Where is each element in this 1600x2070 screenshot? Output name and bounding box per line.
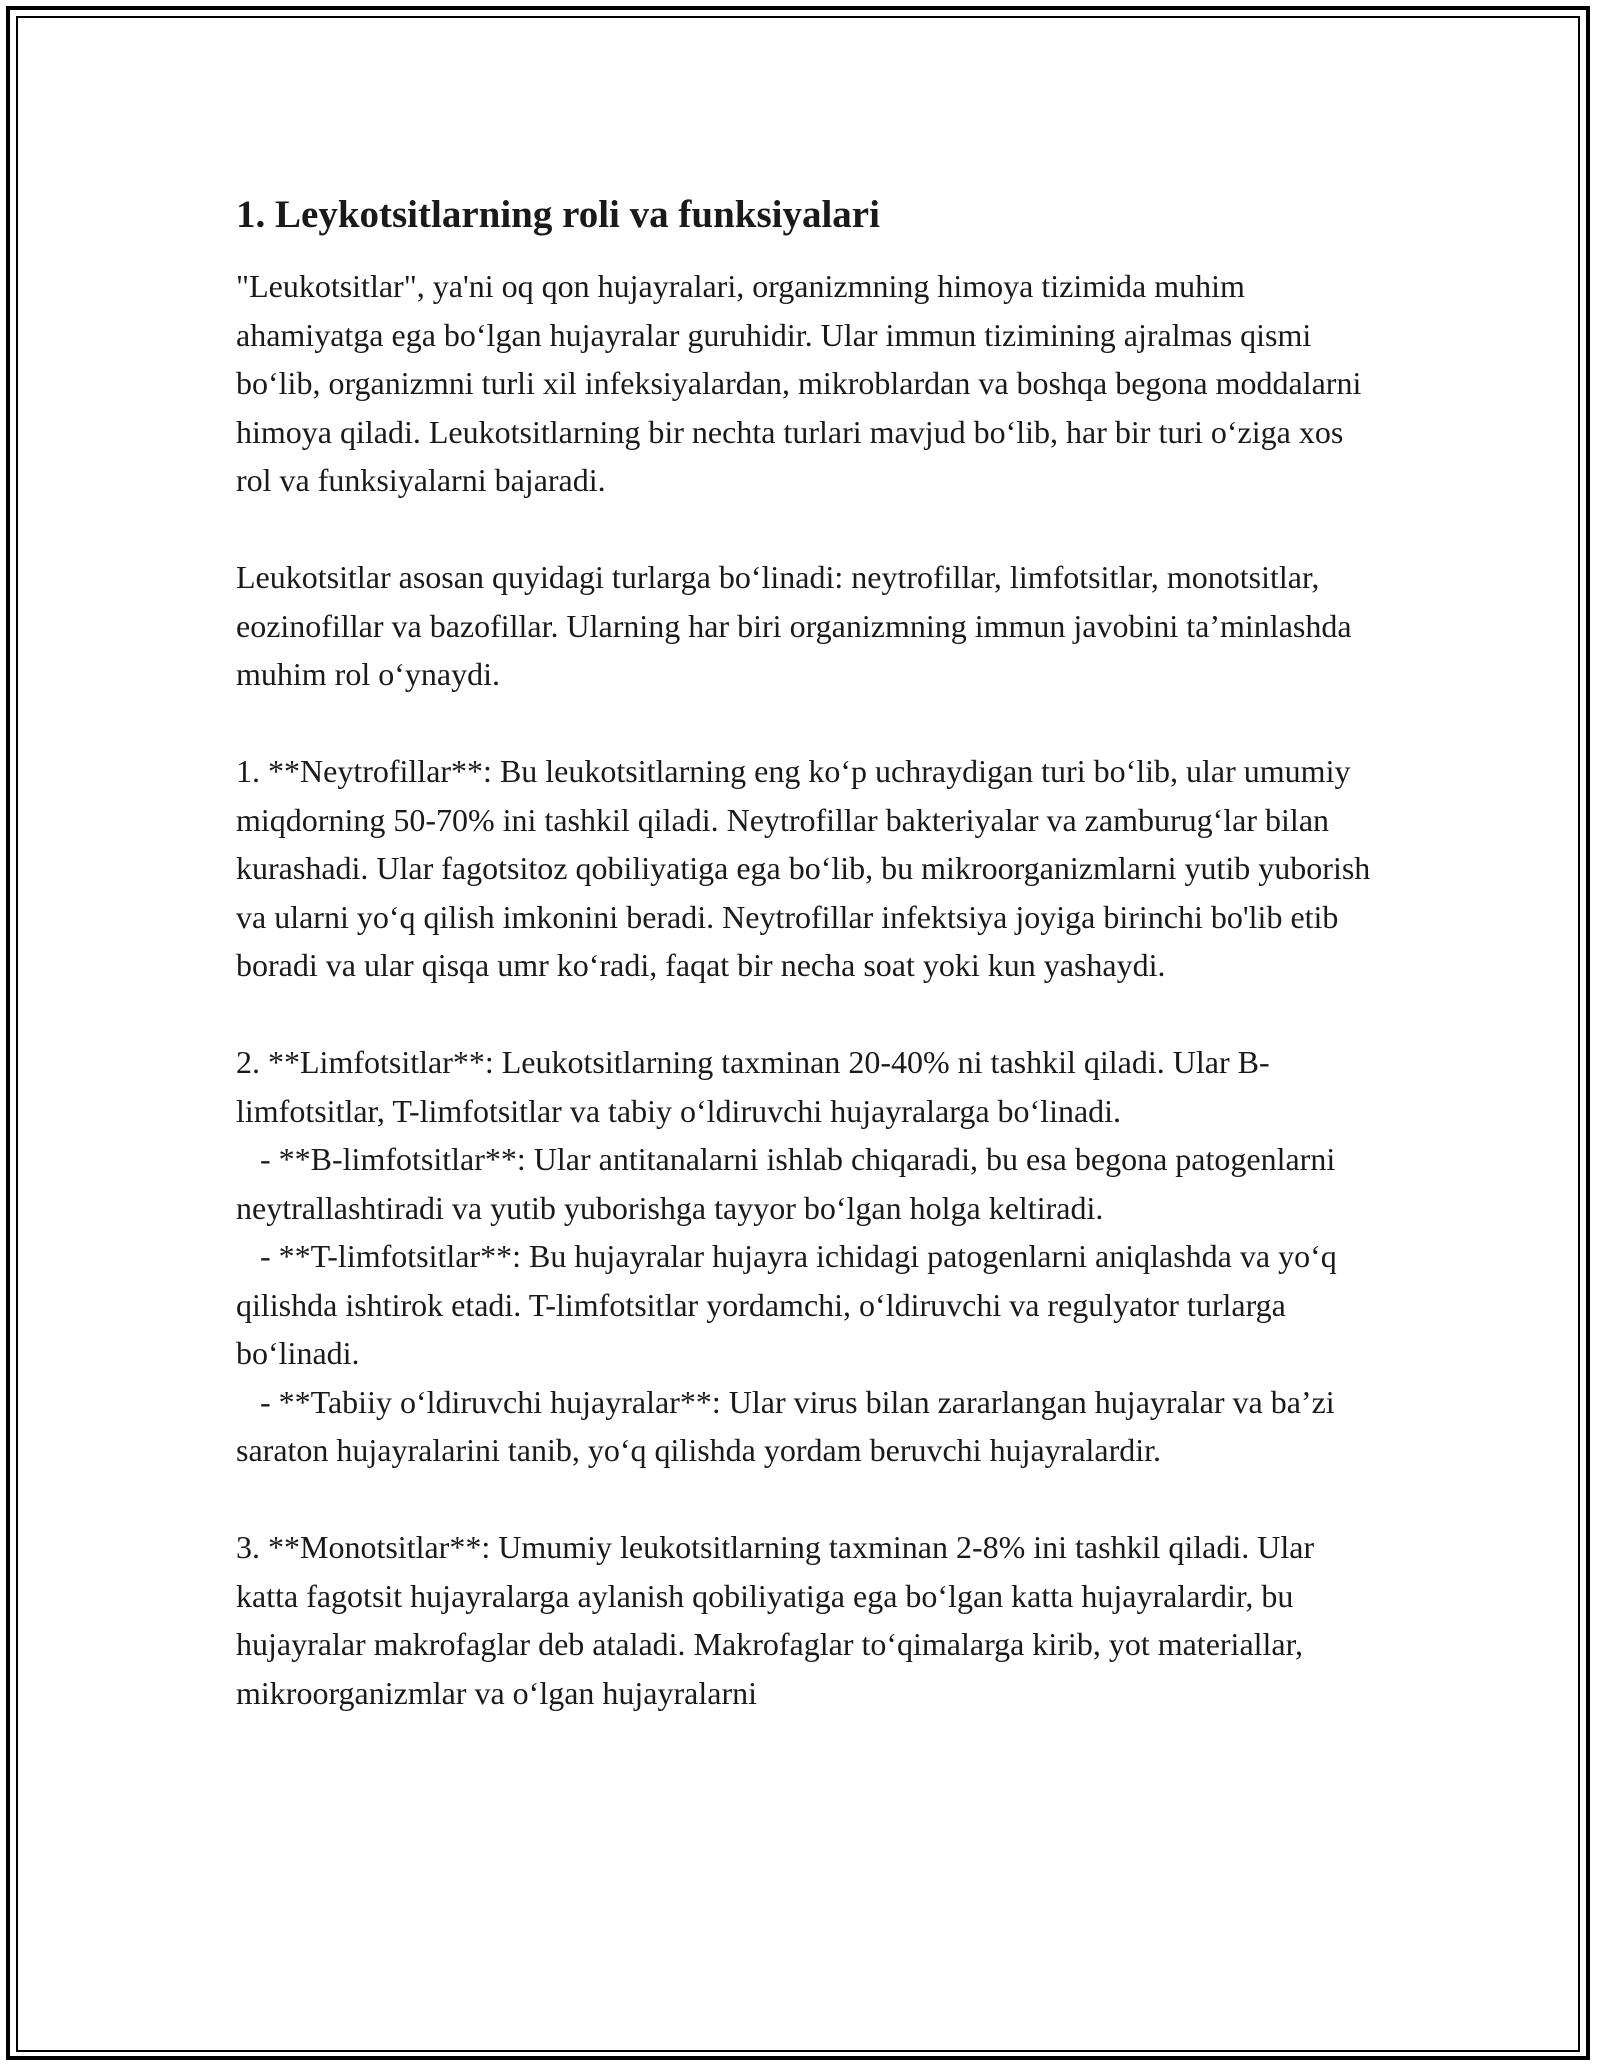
paragraph-neutrophils: 1. **Neytrofillar**: Bu leukotsitlarning eng ko‘p uchraydigan turi bo‘lib, ular umumiy miqdorning 50-70% ini tashkil qiladi. Neytrofillar bakteriyalar va zamburug‘lar bilan kurashadi. Ular fagotsitoz qobiliyatiga ega bo‘lib, bu mikroorganizmlarni yutib yuborish va ularni yo‘q qilish imkonini beradi. Neytrofillar infektsiya joyiga birinchi bo'lib etib boradi va ular qisqa umr ko‘radi, faqat bir necha soat yoki kun yashaydi.: [236, 753, 1379, 983]
paragraph-lymphocytes: 2. **Limfotsitlar**: Leukotsitlarning taxminan 20-40% ni tashkil qiladi. Ular B-limfotsitlar, T-limfotsitlar va tabiy o‘ldiruvchi hujayralarga bo‘linadi. - **B-limfotsitlar**: Ular antitanalarni ishlab chiqaradi, bu esa begona patogenlarni neytrallashtiradi va yutib yuborishga tayyor bo‘lgan holga keltiradi. - **T-limfotsitlar**: Bu hujayralar hujayra ichidagi patogenlarni aniqlashda va yo‘q qilishda ishtirok etadi. T-limfotsitlar yordamchi, o‘ldiruvchi va regulyator turlarga bo‘linadi. - **Tabiiy o‘ldiruvchi hujayralar**: Ular virus bilan zararlangan hujayralar va ba’zi saraton hujayralarini tanib, yo‘q qilishda yordam beruvchi hujayralardir.: [236, 1044, 1337, 1468]
paragraph-spacer: [236, 1475, 1376, 1524]
document-page: [236, 188, 1379, 1717]
paragraph-spacer: [236, 505, 1376, 554]
paragraph-types: Leukotsitlar asosan quyidagi turlarga bo‘linadi: neytrofillar, limfotsitlar, monotsitlar, eozinofillar va bazofillar. Ularning har biri organizmning immun javobini ta’minlashda muhim rol o‘ynaydi.: [236, 559, 1360, 692]
paragraph-spacer: [236, 990, 1376, 1039]
paragraph-spacer: [236, 699, 1376, 748]
paragraph-monocytes: 3. **Monotsitlar**: Umumiy leukotsitlarning taxminan 2-8% ini tashkil qiladi. Ular katta fagotsit hujayralarga aylanish qobiliyatiga ega bo‘lgan katta hujayralardir, bu hujayralar makrofaglar deb ataladi. Makrofaglar to‘qimalarga kirib, yot materiallar, mikroorganizmlar va o‘lgan hujayralarni: [236, 1529, 1323, 1711]
section-heading: 1. Leykotsitlarning roli va funksiyalari: [236, 193, 880, 236]
paragraph-intro: "Leukotsitlar", ya'ni oq qon hujayralari, organizmning himoya tizimida muhim ahamiyatga ega bo‘lgan hujayralar guruhidir. Ular immun tizimining ajralmas qismi bo‘lib, organizmni turli xil infeksiyalardan, mikroblardan va boshqa begona moddalarni himoya qiladi. Leukotsitlarning bir nechta turlari mavjud bo‘lib, har bir turi o‘ziga xos rol va funksiyalarni bajaradi.: [236, 268, 1370, 498]
